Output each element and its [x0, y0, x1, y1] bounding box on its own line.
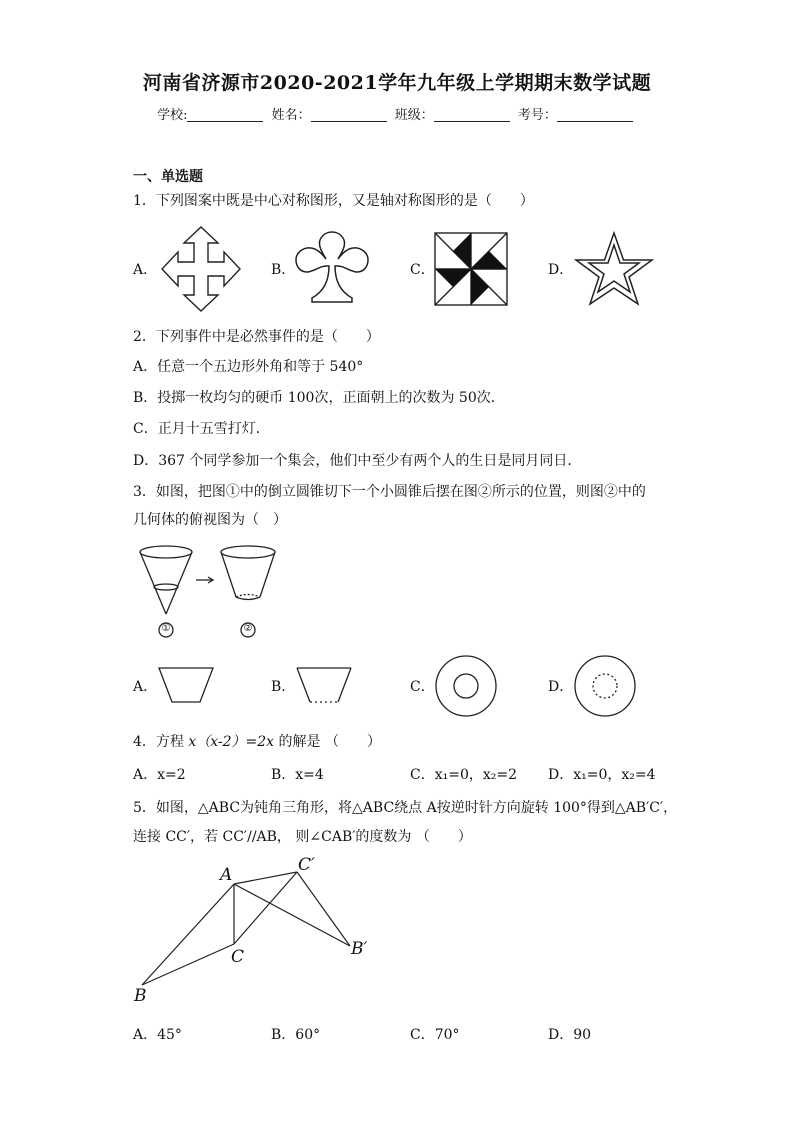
q1-option-b-label: B．	[271, 262, 296, 278]
q3-option-d-dashed-circles	[574, 655, 636, 717]
q1-option-d-star-figure	[574, 232, 654, 306]
q1-option-c-pinwheel-figure	[434, 232, 508, 306]
q2-option-d: D．367 个同学参加一个集会，他们中至少有两个人的生日是同月同日．	[133, 453, 582, 469]
q3-option-b-dashed-trapezoid	[296, 667, 352, 703]
class-label: 班级：	[394, 108, 434, 123]
q5-text-line1: 5．如图，△ABC为钝角三角形，将△ABC绕点 A按逆时针方向旋转 100°得到△AB′C′，	[133, 800, 678, 816]
q5-text-line2: 连接 CC′，若 CC′//AB， 则∠CAB′的度数为 （ ）	[133, 829, 472, 845]
q5-option-c: C．70°	[410, 1027, 460, 1043]
q1-text: 1．下列图案中既是中心对称图形，又是轴对称图形的是（ ）	[133, 193, 534, 209]
page-title: 河南省济源市2020-2021学年九年级上学期期末数学试题	[142, 72, 652, 94]
q5-option-b: B．60°	[271, 1027, 321, 1043]
q5-label-c-prime: C′	[298, 855, 315, 875]
q4-option-a: A．x=2	[133, 767, 186, 783]
name-label: 姓名：	[271, 108, 311, 123]
q1-option-a-label: A．	[133, 262, 158, 278]
q3-option-b-label: B．	[271, 679, 296, 695]
q1-option-b-club-figure	[296, 232, 368, 304]
q5-triangle-figure	[130, 855, 380, 1008]
student-info-line	[0, 104, 794, 123]
q1-option-c-label: C．	[410, 262, 435, 278]
school-blank[interactable]	[187, 108, 263, 122]
q4-text	[133, 733, 381, 751]
q1-option-d-label: D．	[548, 262, 574, 278]
q4-prefix: 4．方程	[133, 734, 189, 750]
q4-suffix: 的解是 （ ）	[274, 734, 381, 750]
q2-option-b: B．投掷一枚均匀的硬币 100次，正面朝上的次数为 50次．	[133, 390, 505, 406]
q3-option-c-label: C．	[410, 679, 435, 695]
exam-no-blank[interactable]	[557, 108, 633, 122]
q5-label-b: B	[134, 986, 147, 1006]
q3-option-c-concentric-circles	[435, 655, 497, 717]
q3-fig2-label: ②	[243, 623, 253, 634]
class-blank[interactable]	[434, 108, 510, 122]
q5-option-d: D．90	[548, 1027, 592, 1043]
section-heading: 一、单选题	[133, 169, 203, 185]
q5-label-a: A	[220, 865, 233, 885]
school-label: 学校:	[157, 108, 188, 123]
q5-label-b-prime: B′	[351, 939, 368, 959]
q4-option-b: B．x=4	[271, 767, 324, 783]
q5-option-a: A．45°	[133, 1027, 182, 1043]
q3-option-a-label: A．	[133, 679, 158, 695]
q4-equation: x（x-2）=2x	[188, 734, 275, 750]
q3-option-d-label: D．	[548, 679, 574, 695]
q3-text: 3．如图，把图①中的倒立圆锥切下一个小圆锥后摆在图②所示的位置，则图②中的几何体的俯视图为（ ）	[133, 484, 646, 528]
q1-option-a-arrows-figure	[160, 225, 242, 313]
q2-text: 2．下列事件中是必然事件的是（ ）	[133, 329, 380, 345]
q3-fig1-label: ①	[161, 623, 171, 634]
q2-option-c: C．正月十五雪打灯．	[133, 421, 270, 437]
exam-no-label: 考号：	[517, 108, 557, 123]
name-blank[interactable]	[311, 108, 387, 122]
q2-option-a: A．任意一个五边形外角和等于 540°	[133, 359, 364, 375]
q3-option-a-trapezoid	[158, 667, 214, 703]
q5-label-c: C	[231, 947, 245, 967]
q4-option-d: D．x₁=0，x₂=4	[548, 767, 656, 783]
q4-option-c: C．x₁=0，x₂=2	[410, 767, 518, 783]
